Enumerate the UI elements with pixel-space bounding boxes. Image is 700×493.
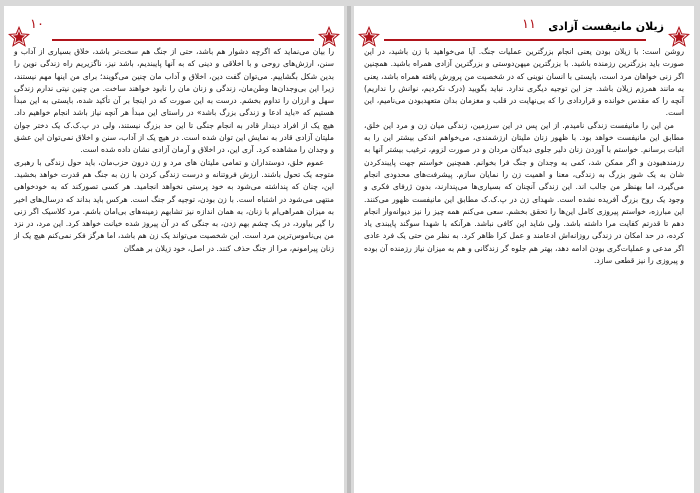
book-spine	[347, 6, 351, 493]
right-header-rule	[384, 39, 646, 41]
right-page-body	[364, 46, 684, 485]
right-page-number: ۱۱	[522, 17, 536, 32]
red-star-icon	[668, 26, 690, 48]
paragraph: را بیان می‌نماید که اگرچه دشوار هم باشد، حتی از جنگ هم سخت‌تر باشد، خلاق بسیاری از آداب و سنن، ارزش‌های روحی و با اخلاقی و دینی که به آنها پایبندیم، باشد نیز، ناگزیریم راه زندگی نوین را بدین شکل بگشاییم. می‌توان گفت دین، اخلاق و آداب مان چنین می‌گویند؛ برای من اینها مهم نیستند، زیرا این بی‌وجدان‌ها وطن‌مان، زندگی و زنان مان را نابود خواهند ساخت. من چنین نیتی ندارم زندگی سهل و ارزان را تداوم بخشم. درست به این صورت که در اینجا بر آن تأکید شده، بایستی به این مبدأ هستیم که «باید ادعا و زندگی بزرگ باشد» در راستای این مبدأ هر آنچه نیاز باشد انجام خواهیم داد. هیچ یک از افراد دیندار قادر به انجام جنگی تا این حد بزرگ نیستند، ولی در پ.ک.ک یک دختر جوان ملیتان آزادی قادر به نمایش این توان شده است. در هیچ یک از آداب، سنن و اخلاق نمی‌توان این عشق و وجدان را مشاهده کرد. آری این، در اخلاق و آرمان آزادی نشان داده شده است.	[14, 47, 334, 155]
paragraph: روشن است: با زیلان بودن یعنی انجام بزرگترین عملیات جنگ. آیا می‌خواهید با زن باشید، در این صورت باید بزرگترین رزمنده باشید. با بزرگترین میهن‌دوستی و بزرگترین آزادی همراه باشید. همچنین اگر زنی خواهان مرد است، بایستی با انسان نوینی که در شخصیت من پرورش یافته همراه باشد، یعنی به مانند همرزم زیلان باشد. جز این توجیه دیگری ندارد. نباید بگویید (درک نکردیم، نوانش را نداریم) آنچه را که مقدس خوانده و قراردادی را که بی‌نهایت در قلب و مغزمان بدان متعهدبودن می‌نامیم، این است.	[364, 47, 684, 118]
paragraph: عموم خلق، دوستداران و تمامی ملیتان های مرد و زن درون حزب‌مان، باید حول زندگی با رهبری متوجه یک تحول باشند. ارزش فروتنانه و درست زندگی کردن با زن به جنگ هم قدرت خواهد بخشید. این، چنان که پنداشته می‌شود به خود پرستی نخواهد انجامید. هر کسی تصورکند که به خودخواهی منتهی می‌شود در اشتباه است. با زن بودن، توجیه گر جنگ است. هرکس باید بداند که درسال‌های اخیر به میزان همراهی‌ام با زنان، به همان اندازه نیز تشابهم زمینه‌های بی‌امان باشم. مرد کلاسیک اگر زنی را گیر بیاورد، در یک چشم بهم زدن، به جنگی که در آن پیروز شده خیانت خواهد کرد. این مرد، در نزد من بی‌ناموس‌ترین مرد است. این شخصیت می‌تواند یک زن هم باشد، اما هرگز فکر نمی‌کنم هیچ یک از زنان پیرامونم، مرا از جنگ حذف کنند. در اصل، خود زیلان بر همگان	[14, 157, 334, 253]
red-star-icon	[358, 26, 380, 48]
left-page	[4, 6, 344, 493]
right-page	[354, 6, 694, 493]
left-page-body	[14, 46, 334, 485]
paragraph: من این را مانیفست زندگی نامیدم. از این پس در این سرزمین، زندگی میان زن و مرد این خلق، مطابق این مانیفست خواهد بود. با ظهور زنان ملیتان ارزشمندی، می‌خواهم اندکی بیشتر این را به اثبات برسانم. خواستم با آوردن زنان دلیر جلوی دیدگان مردان و در صورت لزوم، ترغیب بیشتر آنها به رزمندهبودن و اگر ممکن شد، کمی به وجدان و جنگ فرا بخوانم. همچنین خواستم جهت پایبندکردن شان به یک شور بزرگ به زندگی، معنا و اهمیت زن را نمایان سازم. پیشرفت‌های محدودی انجام می‌گیرد، اما بهنظر من جالب اند. این زندگی آنچنان که بسیاری‌ها می‌پندارند، بدون ژرفای فکری و وجود یک روح بزرگ آفریده نشده است. شهدای زن در پ.ک.ک مطابق این مانیفست ظهور می‌کنند. این مبارزه، خواستم پیروزی کامل این‌ها را تحقق بخشم. سعی می‌کنم همه چیز را نیز دیوانه‌وار انجام دهم تا قدرتم کفایت مرا داشته باشد. ولی شاید این کافی نباشد. هرآنکه با شهدا سوگند پایبندی یاد کرده، در حد امکان در زندگی روزانه‌اش ادعامند و عمل کرا ظاهر کرد. به نظر من حتی یک فرد عادی اگر مدعی و عملیات‌گری بودن ادامه دهد، بهتر هم جلوه گر زندگانی و هم به میزان نیاز رزمنده آن بوده و پیروزی را نیز قطعی سازد.	[364, 120, 684, 266]
red-star-icon	[318, 26, 340, 48]
running-title: زیلان مانیفست آزادی	[548, 20, 664, 33]
left-header-rule	[52, 39, 314, 41]
red-star-icon	[8, 26, 30, 48]
left-page-number: ۱۰	[30, 17, 44, 32]
